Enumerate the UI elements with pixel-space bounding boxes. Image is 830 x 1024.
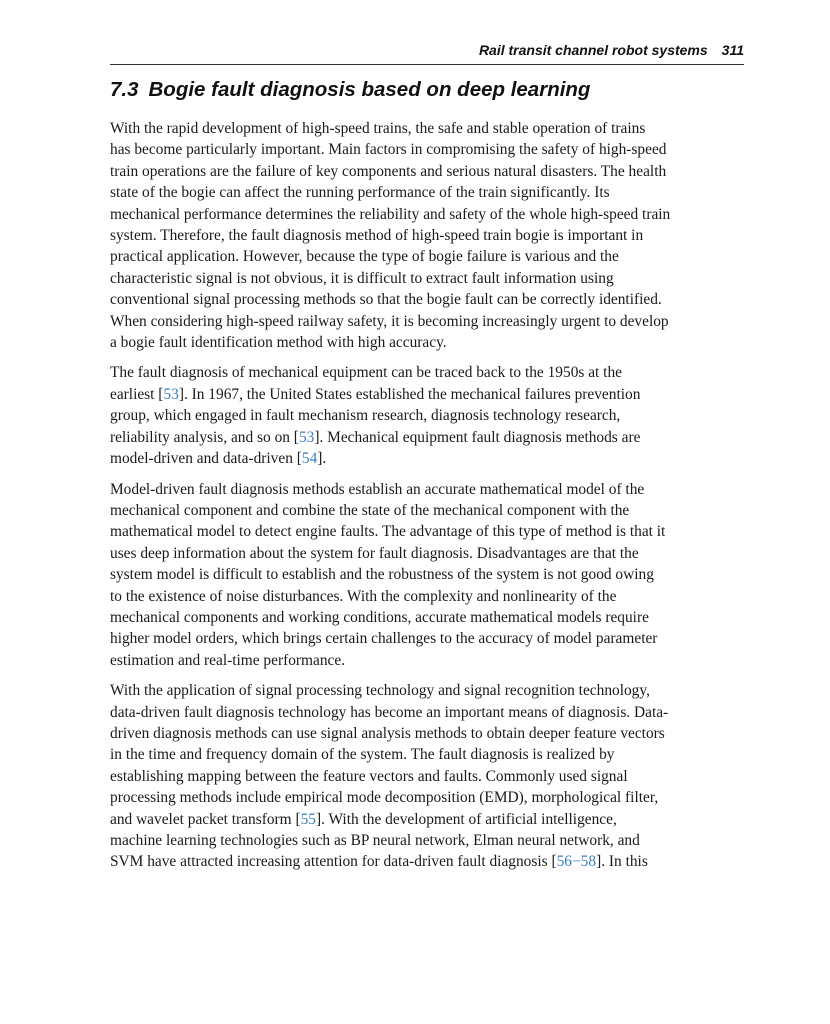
text-segment: establishing mapping between the feature vectors and faults. Commonly used signal bbox=[110, 767, 628, 785]
citation-link[interactable]: 53 bbox=[298, 428, 315, 446]
text-line: estimation and real-time performance. bbox=[110, 651, 346, 669]
text-line bbox=[110, 723, 742, 744]
text-line: a bogie fault identification method with high accuracy. bbox=[110, 334, 447, 352]
text-segment: With the application of signal processing technology and signal recognition technology, bbox=[110, 682, 650, 700]
citation-link[interactable]: 53 bbox=[163, 385, 179, 403]
text-segment: in the time and frequency domain of the system. The fault diagnosis is realized by bbox=[110, 746, 615, 764]
text-line bbox=[110, 427, 742, 448]
text-line: has become particularly important. Main factors in compromising the safety of high-speed bbox=[110, 141, 667, 159]
text-segment: and wavelet packet transform [ bbox=[110, 810, 301, 828]
body-text bbox=[110, 118, 742, 882]
section-title: Bogie fault diagnosis based on deep learning bbox=[148, 78, 591, 101]
text-line: train operations are the failure of key components and serious natural disasters. The health bbox=[110, 162, 667, 180]
text-line bbox=[110, 851, 742, 872]
citation-link[interactable]: 54 bbox=[301, 450, 318, 468]
text-line: When considering high-speed railway safety, it is becoming increasingly urgent to develop bbox=[110, 312, 669, 330]
text-line: Model-driven fault diagnosis methods establish an accurate mathematical model of the bbox=[110, 480, 645, 498]
text-line bbox=[110, 702, 742, 723]
citation-link[interactable]: 56−58 bbox=[556, 853, 597, 871]
text-line: mechanical components and working conditions, accurate mathematical models require bbox=[110, 608, 649, 626]
paragraph-2 bbox=[110, 362, 742, 469]
text-segment: ]. With the development of artificial intelligence, bbox=[315, 810, 617, 828]
citation-link[interactable]: 55 bbox=[300, 810, 316, 828]
text-segment: SVM have attracted increasing attention for data-driven fault diagnosis [ bbox=[110, 853, 557, 871]
text-segment: ]. bbox=[317, 450, 327, 468]
text-segment: model-driven and data-driven [ bbox=[110, 450, 302, 468]
paragraph-1 bbox=[110, 118, 742, 353]
text-line bbox=[110, 448, 742, 469]
text-segment: reliability analysis, and so on [ bbox=[110, 428, 299, 446]
text-line bbox=[110, 405, 742, 426]
text-line: system model is difficult to establish and the robustness of the system is not good owing bbox=[110, 566, 654, 584]
text-line: conventional signal processing methods so that the bogie fault can be correctly identified. bbox=[110, 291, 662, 309]
text-segment: group, which engaged in fault mechanism research, diagnosis technology research, bbox=[110, 407, 621, 425]
text-line: characteristic signal is not obvious, it is difficult to extract fault information using bbox=[110, 269, 614, 287]
text-line: With the rapid development of high-speed trains, the safe and stable operation of trains bbox=[110, 120, 646, 137]
text-line: to the existence of noise disturbances. With the complexity and nonlinearity of the bbox=[110, 587, 617, 605]
paragraph-4 bbox=[110, 680, 742, 873]
text-line bbox=[110, 766, 742, 787]
running-header bbox=[110, 40, 744, 65]
text-line: mechanical performance determines the reliability and safety of the whole high-speed train bbox=[110, 205, 671, 223]
section-number: 7.3 bbox=[110, 78, 139, 101]
text-line bbox=[110, 680, 742, 701]
text-line bbox=[110, 384, 742, 405]
text-segment: The fault diagnosis of mechanical equipment can be traced back to the 1950s at the bbox=[110, 364, 622, 382]
text-line: mathematical model to detect engine faults. The advantage of this type of method is that it bbox=[110, 523, 666, 541]
text-line bbox=[110, 787, 742, 808]
text-line: practical application. However, because the type of bogie failure is various and the bbox=[110, 248, 619, 266]
text-segment: ]. Mechanical equipment fault diagnosis methods are bbox=[314, 428, 641, 446]
text-line bbox=[110, 362, 742, 383]
text-line: uses deep information about the system for fault diagnosis. Disadvantages are that the bbox=[110, 544, 639, 562]
text-line bbox=[110, 830, 742, 851]
text-line: system. Therefore, the fault diagnosis method of high-speed train bogie is important in bbox=[110, 227, 644, 245]
text-segment: processing methods include empirical mode decomposition (EMD), morphological filter, bbox=[110, 789, 659, 807]
page-number: 311 bbox=[721, 42, 744, 58]
text-segment: ]. In 1967, the United States established the mechanical failures prevention bbox=[178, 385, 641, 403]
text-line bbox=[110, 744, 742, 765]
text-segment: data-driven fault diagnosis technology has become an important means of diagnosis. Data- bbox=[110, 703, 669, 721]
text-line: state of the bogie can affect the running performance of the train significantly. Its bbox=[110, 184, 610, 202]
text-line bbox=[110, 809, 742, 830]
text-segment: ]. In this bbox=[596, 853, 648, 871]
text-segment: earliest [ bbox=[110, 385, 164, 403]
section-heading bbox=[110, 76, 590, 104]
book-page bbox=[110, 0, 746, 1024]
running-title: Rail transit channel robot systems bbox=[478, 42, 708, 58]
text-segment: driven diagnosis methods can use signal analysis methods to obtain deeper feature vectors bbox=[110, 724, 665, 742]
paragraph-3 bbox=[110, 479, 742, 672]
text-segment: machine learning technologies such as BP neural network, Elman neural network, and bbox=[110, 832, 640, 849]
text-line: mechanical component and combine the state of the mechanical component with the bbox=[110, 501, 630, 519]
text-line: higher model orders, which brings certain challenges to the accuracy of model parameter bbox=[110, 630, 658, 648]
